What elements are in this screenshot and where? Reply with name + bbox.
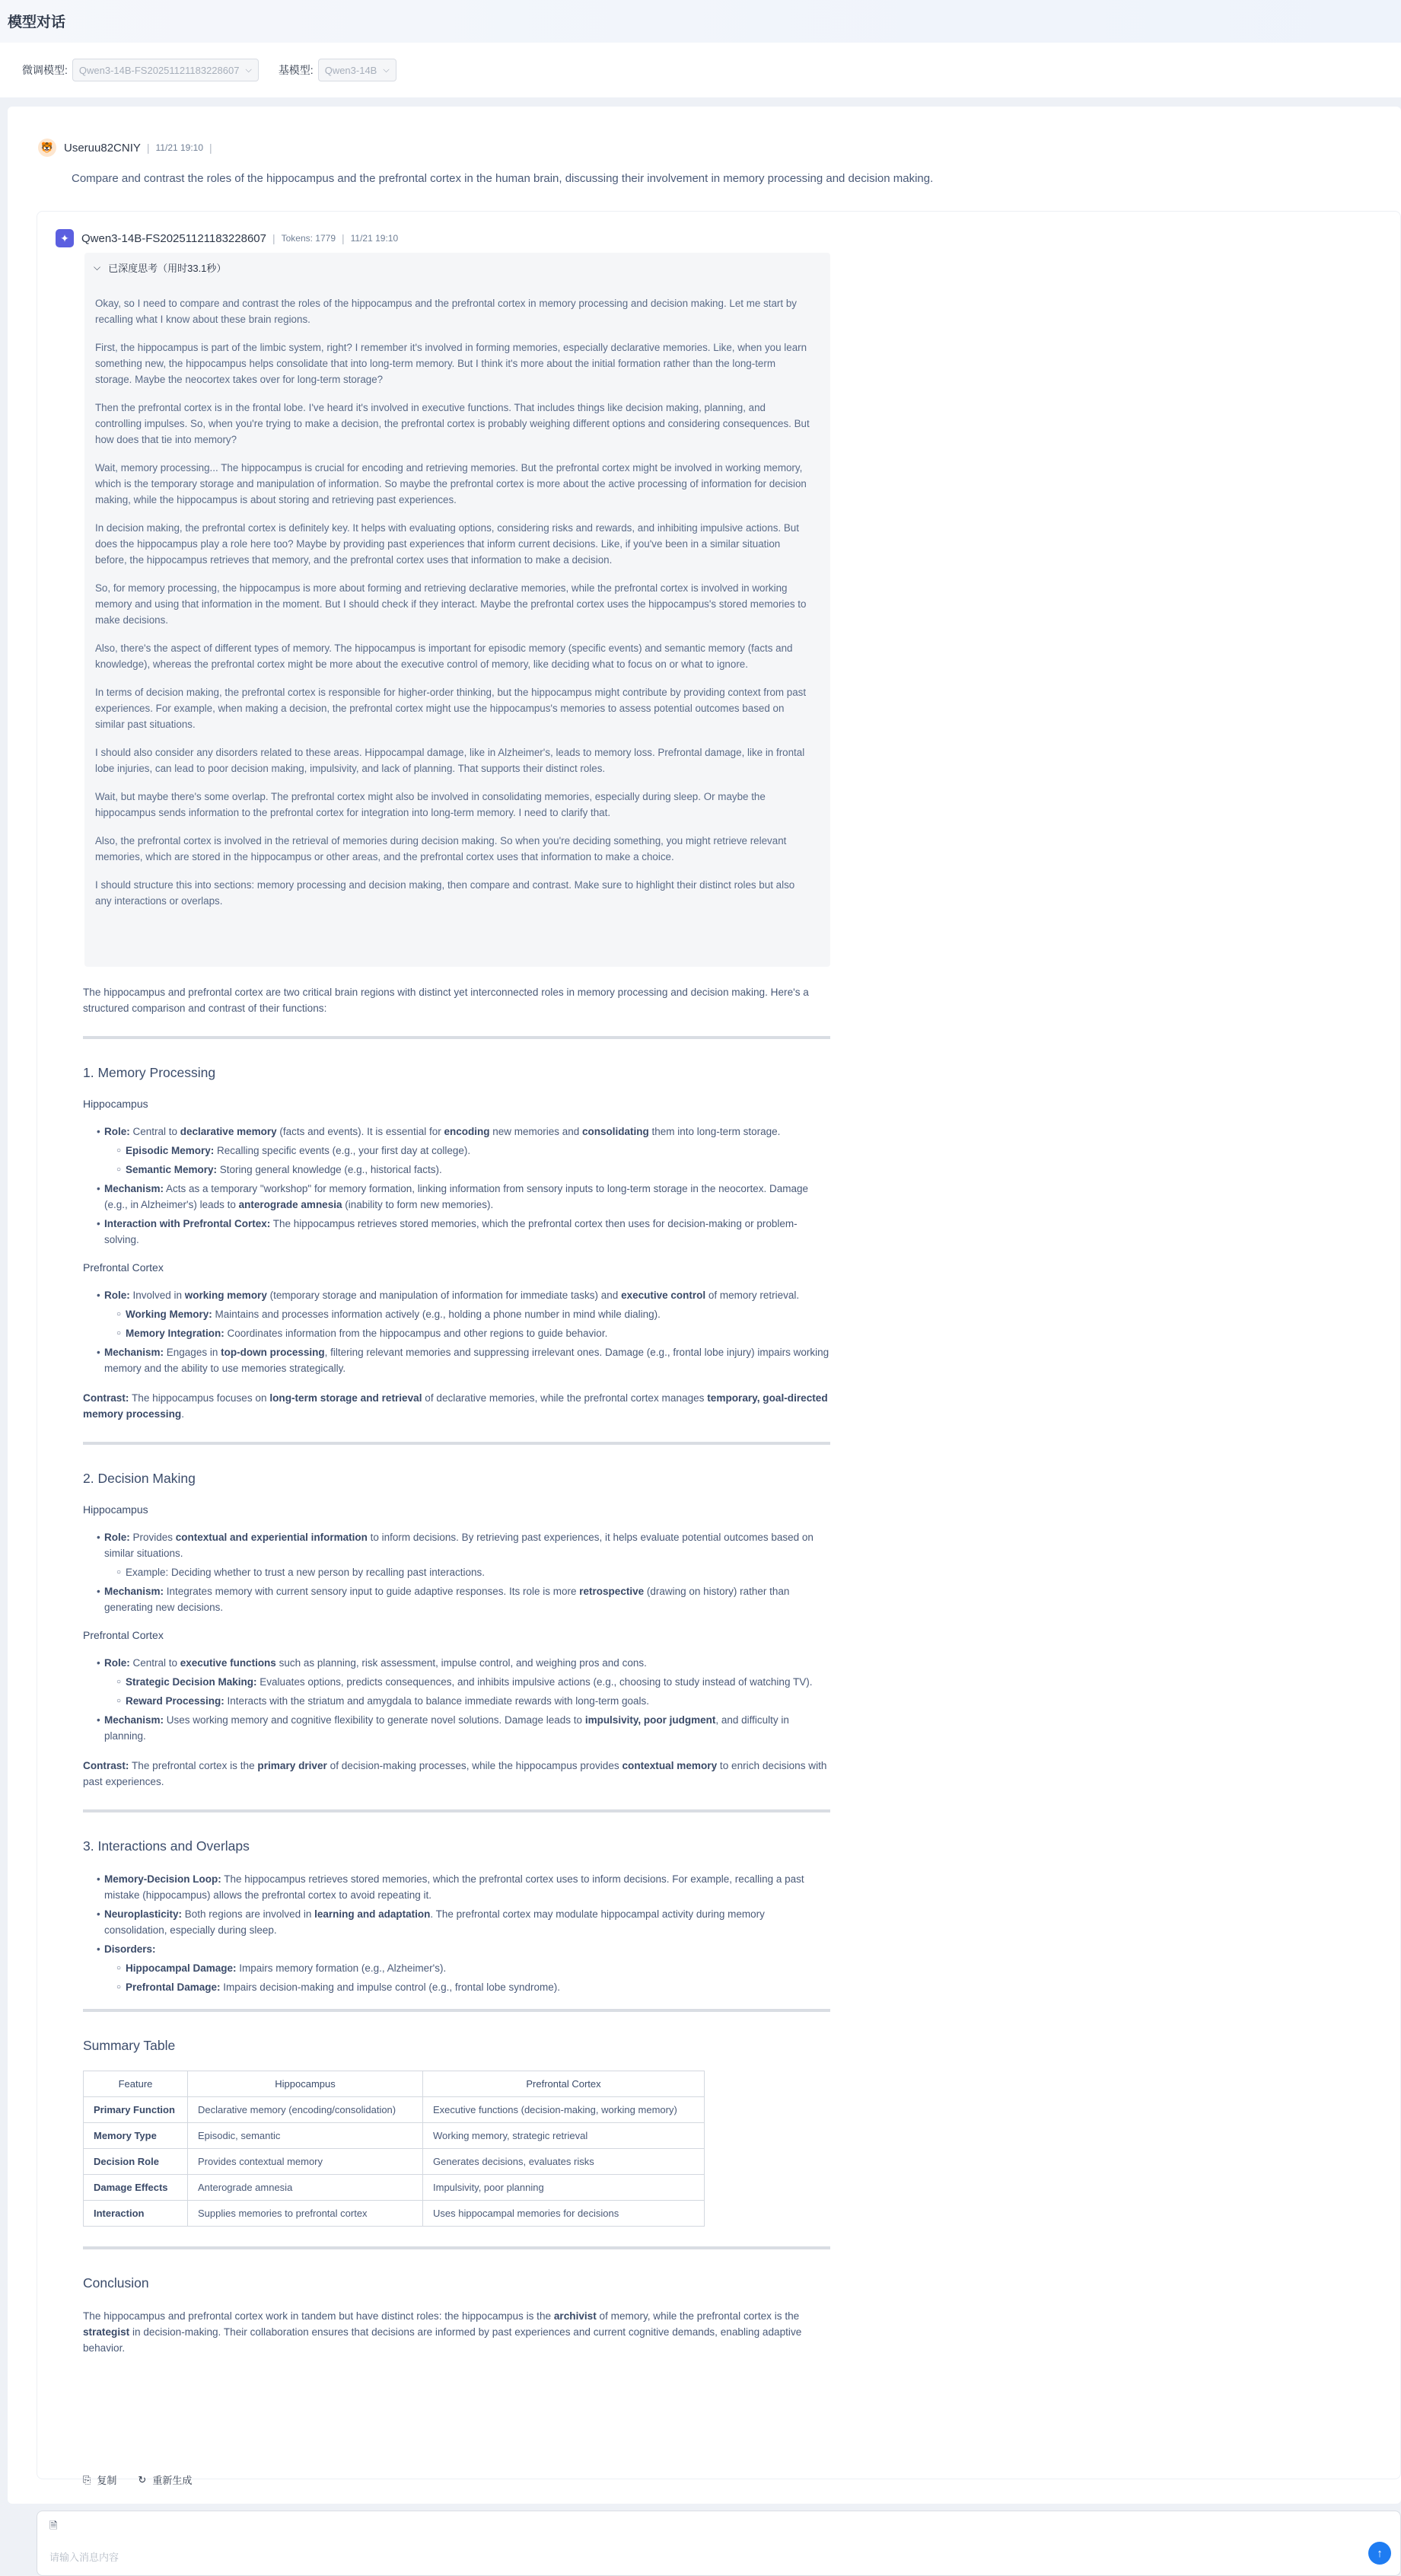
list-item: ○ Semantic Memory: Storing general knowledge (e.g., historical facts). bbox=[83, 1162, 830, 1178]
assistant-message-card bbox=[37, 211, 1401, 2486]
table-header: Prefrontal Cortex bbox=[423, 2071, 705, 2097]
section-heading: Conclusion bbox=[83, 2275, 149, 2291]
table-cell: Damage Effects bbox=[84, 2175, 188, 2201]
chevron-down-icon: ⌵ bbox=[383, 65, 390, 75]
table-header-row bbox=[84, 2071, 705, 2097]
regenerate-label: 重新生成 bbox=[152, 2475, 193, 2486]
subsection-heading: Prefrontal Cortex bbox=[83, 1629, 164, 1641]
table-row bbox=[84, 2149, 705, 2175]
arrow-up-icon: ↑ bbox=[1377, 2546, 1383, 2560]
table-cell: Anterograde amnesia bbox=[188, 2175, 423, 2201]
list-item: • Mechanism: Engages in top-down processing, filtering relevant memories and suppressing irrelevant ones. Damage (e.g., frontal lobe injury) impairs working memory and the ability to use memories strategically. bbox=[83, 1344, 830, 1376]
answer-intro: The hippocampus and prefrontal cortex are two critical brain regions with distinct yet interconnected roles in memory processing and decision making. Here's a structured comparison and contrast of their functions: bbox=[83, 987, 809, 1014]
subsection-heading: Hippocampus bbox=[83, 1503, 148, 1516]
answer-content bbox=[83, 984, 830, 2376]
copy-icon: ⎘ bbox=[83, 2473, 91, 2485]
list-item: ○ Working Memory: Maintains and processes information actively (e.g., holding a phone number in mind while dialing). bbox=[83, 1306, 830, 1322]
divider: | bbox=[209, 142, 212, 154]
thinking-content bbox=[95, 295, 814, 921]
section-divider bbox=[83, 2009, 830, 2012]
list-item: • Role: Central to executive functions such as planning, risk assessment, impulse control, and weighing pros and cons. bbox=[83, 1655, 830, 1671]
thinking-paragraph: I should structure this into sections: memory processing and decision making, then compare and contrast. Make sure to highlight their distinct roles but also any interactions or overlaps. bbox=[95, 879, 795, 907]
thinking-paragraph: Also, the prefrontal cortex is involved in the retrieval of memories during decision making. So when you're deciding something, you might retrieve relevant memories, which are stored in the hippocampus or other areas, and the prefrontal cortex uses that information to make a choice. bbox=[95, 835, 787, 862]
message-input[interactable]: 请输入消息内容 bbox=[49, 2552, 119, 2563]
base-model-label: 基模型: bbox=[278, 64, 314, 76]
finetune-model-select[interactable] bbox=[72, 59, 259, 81]
base-model-select[interactable] bbox=[318, 59, 396, 81]
section-divider bbox=[83, 2246, 830, 2249]
assistant-message-time: 11/21 19:10 bbox=[350, 233, 399, 244]
attachment-icon[interactable]: 🗎 bbox=[49, 2520, 58, 2531]
summary-table bbox=[83, 2071, 705, 2227]
table-row bbox=[84, 2201, 705, 2227]
table-cell: Provides contextual memory bbox=[188, 2149, 423, 2175]
table-row bbox=[84, 2175, 705, 2201]
thinking-toggle[interactable] bbox=[94, 260, 226, 275]
base-model-value: Qwen3-14B bbox=[324, 64, 377, 76]
thinking-paragraph: So, for memory processing, the hippocampus is more about forming and retrieving declarative memories, while the prefrontal cortex is involved in working memory and using that information in the moment. But I should check if they interact. Maybe the prefrontal cortex uses the hippocampus's stored memories to make decisions. bbox=[95, 582, 807, 626]
list-item: ○ Episodic Memory: Recalling specific events (e.g., your first day at college). bbox=[83, 1143, 830, 1159]
list-item: ○ Prefrontal Damage: Impairs decision-making and impulse control (e.g., frontal lobe syndrome). bbox=[83, 1979, 830, 1995]
section-heading: 3. Interactions and Overlaps bbox=[83, 1838, 250, 1854]
list-item: ○ Example: Deciding whether to trust a new person by recalling past interactions. bbox=[83, 1564, 830, 1580]
table-cell: Interaction bbox=[84, 2201, 188, 2227]
table-header: Feature bbox=[84, 2071, 188, 2097]
list-item: ○ Hippocampal Damage: Impairs memory formation (e.g., Alzheimer's). bbox=[83, 1960, 830, 1976]
table-cell: Working memory, strategic retrieval bbox=[423, 2123, 705, 2149]
contrast-paragraph: Contrast: The prefrontal cortex is the primary driver of decision-making processes, while the hippocampus provides contextual memory to enrich decisions with past experiences. bbox=[83, 1760, 827, 1787]
refresh-icon: ↻ bbox=[138, 2473, 147, 2485]
assistant-avatar: ✦ bbox=[56, 229, 74, 247]
thinking-paragraph: I should also consider any disorders related to these areas. Hippocampal damage, like in Alzheimer's, leads to memory loss. Prefrontal damage, like in frontal lobe injuries, can lead to poor decision making, impulsivity, and lack of planning. That supports their distinct roles. bbox=[95, 747, 805, 774]
copy-label: 复制 bbox=[97, 2475, 117, 2486]
thinking-paragraph: In terms of decision making, the prefrontal cortex is responsible for higher-order thinking, but the hippocampus might contribute by providing context from past experiences. For example, when making a decision, the prefrontal cortex might use the hippocampus's memories to assess potential outcomes based on similar past situations. bbox=[95, 687, 807, 730]
table-cell: Generates decisions, evaluates risks bbox=[423, 2149, 705, 2175]
thinking-paragraph: Also, there's the aspect of different types of memory. The hippocampus is important for episodic memory (specific events) and semantic memory (facts and knowledge), whereas the prefrontal cortex might be more about the executive control of memory, like deciding what to focus on or what to ignore. bbox=[95, 642, 793, 670]
section-heading: 1. Memory Processing bbox=[83, 1065, 216, 1080]
conclusion-paragraph: The hippocampus and prefrontal cortex work in tandem but have distinct roles: the hippocampus is the archivist of memory, while the prefrontal cortex is the strategist in decision-making. Their collaboration ensures that decisions are informed by past experiences and current cognitive demands, enabling adaptive behavior. bbox=[83, 2310, 802, 2354]
model-selector-bar bbox=[0, 43, 1401, 97]
subsection-heading: Prefrontal Cortex bbox=[83, 1261, 164, 1274]
list-item: • Memory-Decision Loop: The hippocampus retrieves stored memories, which the prefrontal cortex uses to inform decisions. For example, recalling a past mistake (hippocampus) allows the prefrontal cortex to avoid repeating it. bbox=[83, 1871, 830, 1903]
regenerate-button[interactable] bbox=[138, 2472, 192, 2487]
table-header: Hippocampus bbox=[188, 2071, 423, 2097]
divider: | bbox=[272, 232, 275, 244]
page-header bbox=[0, 0, 1401, 43]
list-item: • Role: Central to declarative memory (facts and events). It is essential for encoding new memories and consolidating them into long-term storage. bbox=[83, 1124, 830, 1140]
thinking-paragraph: Okay, so I need to compare and contrast the roles of the hippocampus and the prefrontal cortex in memory processing and decision making. Let me start by recalling what I know about these brain regions. bbox=[95, 298, 797, 325]
list-item: • Neuroplasticity: Both regions are involved in learning and adaptation. The prefrontal cortex may modulate hippocampal activity during memory consolidation, especially during sleep. bbox=[83, 1906, 830, 1938]
list-item: • Interaction with Prefrontal Cortex: The hippocampus retrieves stored memories, which the prefrontal cortex then uses for decision-making or problem-solving. bbox=[83, 1216, 830, 1248]
list-item: ○ Memory Integration: Coordinates information from the hippocampus and other regions to guide behavior. bbox=[83, 1325, 830, 1341]
finetune-model-value: Qwen3-14B-FS20251121183228607 bbox=[78, 64, 240, 76]
list-item: • Disorders: bbox=[83, 1941, 830, 1957]
bullet-list bbox=[83, 1871, 830, 1995]
bullet-list bbox=[83, 1655, 830, 1744]
user-message-time: 11/21 19:10 bbox=[155, 142, 204, 153]
table-cell: Primary Function bbox=[84, 2097, 188, 2123]
chevron-down-icon: ⌵ bbox=[245, 65, 252, 75]
thinking-paragraph: Then the prefrontal cortex is in the frontal lobe. I've heard it's involved in executive functions. That includes things like decision making, planning, and controlling impulses. So, when you're trying to make a decision, the prefrontal cortex is probably weighing different options and considering consequences. But how does that tie into memory? bbox=[95, 402, 810, 445]
table-cell: Uses hippocampal memories for decisions bbox=[423, 2201, 705, 2227]
thinking-panel bbox=[84, 253, 830, 967]
list-item: • Mechanism: Acts as a temporary "workshop" for memory formation, linking information from sensory inputs to long-term storage in the neocortex. Damage (e.g., in Alzheimer's) leads to anterograde amnesia (inability to form new memories). bbox=[83, 1181, 830, 1213]
table-row bbox=[84, 2097, 705, 2123]
message-actions bbox=[83, 2472, 213, 2487]
bullet-list bbox=[83, 1124, 830, 1248]
user-message-header bbox=[38, 139, 218, 157]
section-heading: 2. Decision Making bbox=[83, 1471, 196, 1486]
chat-panel bbox=[8, 107, 1401, 2563]
message-composer bbox=[37, 2511, 1401, 2576]
subsection-heading: Hippocampus bbox=[83, 1098, 148, 1110]
thinking-paragraph: Wait, memory processing... The hippocampus is crucial for encoding and retrieving memories. But the prefrontal cortex might be involved in working memory, which is the temporary storage and manipulation of information. So maybe the prefrontal cortex is more about the active processing of information for decision making, while the hippocampus is about storing and retrieving past experiences. bbox=[95, 462, 807, 505]
table-cell: Declarative memory (encoding/consolidation) bbox=[188, 2097, 423, 2123]
user-name: Useruu82CNIY bbox=[64, 141, 141, 155]
section-divider bbox=[83, 1809, 830, 1812]
section-divider bbox=[83, 1036, 830, 1039]
table-cell: Episodic, semantic bbox=[188, 2123, 423, 2149]
divider: | bbox=[342, 232, 345, 244]
finetune-model-label: 微调模型: bbox=[22, 64, 68, 76]
divider: | bbox=[146, 142, 150, 154]
user-message-text: Compare and contrast the roles of the hippocampus and the prefrontal cortex in the human brain, discussing their involvement in memory processing and decision making. bbox=[72, 172, 934, 185]
page-title: 模型对话 bbox=[8, 14, 66, 30]
bullet-list bbox=[83, 1529, 830, 1615]
section-heading: Summary Table bbox=[83, 2038, 176, 2053]
list-item: • Role: Provides contextual and experiential information to inform decisions. By retrieving past experiences, it helps evaluate potential outcomes based on similar situations. bbox=[83, 1529, 830, 1561]
list-item: • Mechanism: Uses working memory and cognitive flexibility to generate novel solutions. Damage leads to impulsivity, poor judgment, and difficulty in planning. bbox=[83, 1712, 830, 1744]
table-cell: Impulsivity, poor planning bbox=[423, 2175, 705, 2201]
table-cell: Memory Type bbox=[84, 2123, 188, 2149]
table-row bbox=[84, 2123, 705, 2149]
copy-button[interactable] bbox=[83, 2472, 116, 2487]
assistant-message-header bbox=[56, 229, 398, 247]
chevron-down-icon: ⌵ bbox=[94, 262, 101, 273]
contrast-paragraph: Contrast: The hippocampus focuses on long-term storage and retrieval of declarative memories, while the prefrontal cortex manages temporary, goal-directed memory processing. bbox=[83, 1392, 828, 1420]
token-count: Tokens: 1779 bbox=[281, 233, 336, 244]
thinking-paragraph: In decision making, the prefrontal cortex is definitely key. It helps with evaluating options, considering risks and rewards, and inhibiting impulsive actions. But does the hippocampus play a role here too? Maybe by providing past experiences that inform current decisions. Like, if you've been in a similar situation before, the hippocampus retrieves that memory, and the prefrontal cortex uses that information to make a decision. bbox=[95, 522, 799, 566]
list-item: • Mechanism: Integrates memory with current sensory input to guide adaptive responses. Its role is more retrospective (drawing on history) rather than generating new decisions. bbox=[83, 1583, 830, 1615]
table-cell: Decision Role bbox=[84, 2149, 188, 2175]
bullet-list bbox=[83, 1287, 830, 1376]
table-cell: Supplies memories to prefrontal cortex bbox=[188, 2201, 423, 2227]
list-item: ○ Strategic Decision Making: Evaluates options, predicts consequences, and inhibits impulsive actions (e.g., choosing to study instead of watching TV). bbox=[83, 1674, 830, 1690]
thinking-label: 已深度思考（用时33.1秒） bbox=[108, 263, 227, 274]
section-divider bbox=[83, 1442, 830, 1445]
user-avatar: 🐯 bbox=[38, 139, 56, 157]
thinking-paragraph: First, the hippocampus is part of the limbic system, right? I remember it's involved in forming memories, especially declarative memories. Like, when you learn something new, the hippocampus helps consolidate that into long-term memory. But I think it's more about the initial formation rather than the long-term storage. Maybe the neocortex takes over for long-term storage? bbox=[95, 342, 807, 385]
list-item: • Role: Involved in working memory (temporary storage and manipulation of information for immediate tasks) and executive control of memory retrieval. bbox=[83, 1287, 830, 1303]
send-button[interactable] bbox=[1368, 2542, 1391, 2565]
assistant-model-name: Qwen3-14B-FS20251121183228607 bbox=[81, 231, 266, 245]
table-cell: Executive functions (decision-making, working memory) bbox=[423, 2097, 705, 2123]
list-item: ○ Reward Processing: Interacts with the striatum and amygdala to balance immediate rewards with long-term goals. bbox=[83, 1693, 830, 1709]
thinking-paragraph: Wait, but maybe there's some overlap. The prefrontal cortex might also be involved in consolidating memories, especially during sleep. Or maybe the hippocampus sends information to the prefrontal cortex for integration into long-term memory. I need to clarify that. bbox=[95, 791, 766, 818]
